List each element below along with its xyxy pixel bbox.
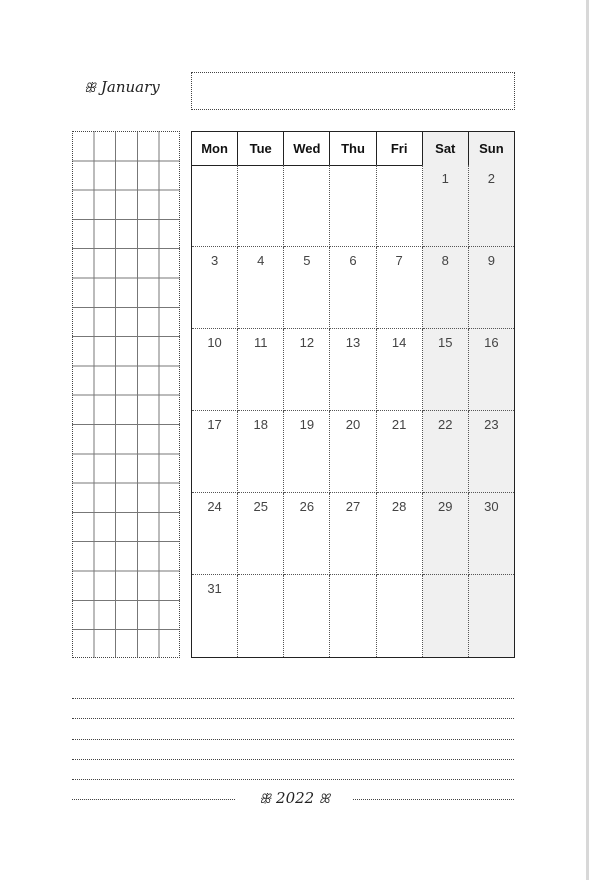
dot-grid-tracker[interactable] [72,131,180,658]
notes-line[interactable] [72,718,514,719]
day-cell[interactable]: 6 [330,247,376,329]
day-cell[interactable]: 13 [330,329,376,411]
day-cell[interactable] [330,165,376,247]
day-cell[interactable]: 16 [469,329,514,411]
day-cell[interactable]: 24 [192,493,238,575]
ornament-icon: ꕥ [84,81,97,96]
day-cell[interactable] [423,575,469,657]
day-cell[interactable]: 31 [192,575,238,657]
day-cell[interactable]: 19 [284,411,330,493]
day-cell[interactable] [377,575,423,657]
day-cell[interactable]: 12 [284,329,330,411]
weekday-header [192,132,514,166]
weekday-fri: Fri [377,132,423,165]
day-cell[interactable]: 28 [377,493,423,575]
calendar-week [192,493,514,575]
weekday-thu: Thu [330,132,376,165]
day-cell[interactable] [192,165,238,247]
calendar-grid [191,131,515,658]
weekday-mon: Mon [192,132,238,165]
notes-line[interactable] [72,739,514,740]
weekday-sat: Sat [423,132,469,165]
day-cell[interactable]: 3 [192,247,238,329]
day-cell[interactable]: 23 [469,411,514,493]
year-text: 2022 [276,789,315,807]
notes-line[interactable] [72,698,514,699]
day-cell[interactable]: 26 [284,493,330,575]
calendar-week [192,575,514,657]
day-cell[interactable] [238,575,284,657]
day-cell[interactable]: 4 [238,247,284,329]
calendar-week [192,329,514,411]
day-cell[interactable] [469,575,514,657]
year-label [0,789,589,807]
notes-line[interactable] [72,779,514,780]
day-cell[interactable] [238,165,284,247]
day-cell[interactable]: 11 [238,329,284,411]
calendar-week [192,165,514,247]
month-label [84,78,160,96]
day-cell[interactable]: 9 [469,247,514,329]
day-cell[interactable]: 1 [423,165,469,247]
day-cell[interactable] [377,165,423,247]
day-cell[interactable]: 5 [284,247,330,329]
day-cell[interactable]: 30 [469,493,514,575]
day-cell[interactable]: 27 [330,493,376,575]
weekday-sun: Sun [469,132,514,165]
day-cell[interactable]: 29 [423,493,469,575]
day-cell[interactable]: 14 [377,329,423,411]
weekday-tue: Tue [238,132,284,165]
month-name: January [100,78,160,96]
day-cell[interactable]: 2 [469,165,514,247]
day-cell[interactable]: 21 [377,411,423,493]
day-cell[interactable]: 7 [377,247,423,329]
weekday-wed: Wed [284,132,330,165]
calendar-week [192,247,514,329]
ornament-right-icon: ꕤ [319,792,330,807]
day-cell[interactable]: 18 [238,411,284,493]
day-cell[interactable]: 25 [238,493,284,575]
day-cell[interactable] [284,165,330,247]
day-cell[interactable] [330,575,376,657]
notes-line[interactable] [72,759,514,760]
calendar-week [192,411,514,493]
day-cell[interactable] [284,575,330,657]
day-cell[interactable]: 15 [423,329,469,411]
day-cell[interactable]: 17 [192,411,238,493]
month-title-box[interactable] [191,72,515,110]
day-cell[interactable]: 10 [192,329,238,411]
ornament-left-icon: ꕥ [259,792,272,807]
day-cell[interactable]: 20 [330,411,376,493]
day-cell[interactable]: 8 [423,247,469,329]
calendar-body [192,165,514,657]
day-cell[interactable]: 22 [423,411,469,493]
